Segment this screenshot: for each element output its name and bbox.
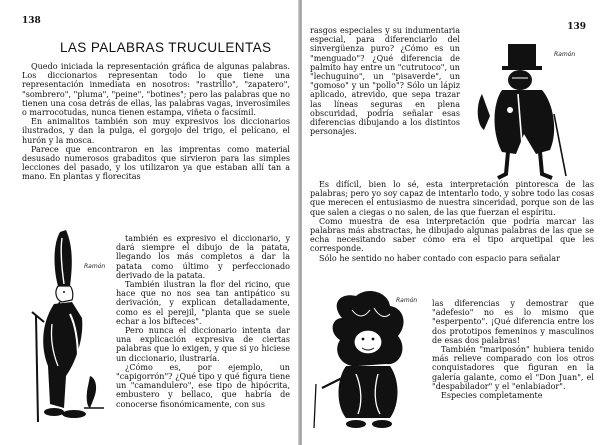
paragraph: Parece que encontraron en las imprentas como material desusado numerosos grabaditos que sirvieron para las simples lecciones del pasado, y los utilizaron ya que estaban allí tan a mano. En plantas y florecitas xyxy=(22,144,290,182)
illustration-capigorron xyxy=(24,226,116,426)
paragraph: Como muestra de esa interpretación que podría marcar las palabras más abstractas, he dibujado algunas palabras de las que se echa necesitando saber cómo era el tipo arquetipal que les corresponde. xyxy=(310,216,594,254)
paragraph: Quedo iniciada la representación gráfica de algunas palabras. Los diccionarios representan todo lo que tiene una representación inmediata en nosotros: "rastrillo", "zapatero", "sombrero", "pluma", "peine", "botines"; pero las palabras que no tienen una cosa detrás de ellas, las palabras vagas, inverosímiles o marrocotudas, nunca tienen estampa, viñeta o facsímil. xyxy=(22,62,290,118)
illustration-cutrutoco xyxy=(462,34,592,184)
paragraph: También "mariposón" hubiera tenido más relieve comparado con los otros conquistadores que figuran en la galería galante, como el "Don Juan", el "despabilador" y el "enlabiador". xyxy=(432,345,594,391)
illustration-adefesio xyxy=(312,288,430,438)
page-number-left: 138 xyxy=(22,16,41,26)
paragraph: Sólo he sentido no haber contado con espacio para señalar xyxy=(319,253,560,263)
illustration-signature: Ramón xyxy=(554,51,576,58)
paragraph: Pero nunca el diccionario intenta dar una explicación expresiva de ciertas palabras que lo exigen, y que si yo hiciese un diccionario, ilustraría. xyxy=(116,326,290,363)
paragraph: Es difícil, bien lo sé, esta interpretación pintoresca de las palabras; pero yo soy capaz de intentarlo todo, y sobre todo las cosas que merecen el entusiasmo de nuestra sinceridad, porque son de las que salen a ciegas o no salen, de las que fuerzan el espíritu. xyxy=(310,180,594,217)
paragraph: rasgos especiales y su indumentaria especial, para diferenciarlo del sinvergüenza puro? ¿Cómo es un "menguado"? ¿Qué diferencia de palmito hay entre un "cutrutoco", un "lechuguino", un "pisaverde", un "gomoso" y un "pollo"? Sólo un lápiz aplicado, atrevido, que sepa trazar las líneas seguras en plena obscuridad, podría señalar esas diferencias dibujando a los distintos personajes. xyxy=(310,26,460,137)
paragraph: También ilustran la flor del ricino, que hace que no nos sea tan antipático su derivación, y explican detalladamente, como es el perejil, "planta que se suele echar a los bifteces". xyxy=(116,280,290,326)
illustration-signature: Ramón xyxy=(396,297,418,304)
left-body-beside xyxy=(116,234,290,409)
paragraph: Especies completamente xyxy=(441,391,543,401)
left-body-full xyxy=(22,62,290,182)
chapter-title: LAS PALABRAS TRUCULENTAS xyxy=(60,40,272,55)
page-number-right: 139 xyxy=(567,22,586,32)
right-body-top xyxy=(310,26,460,136)
paragraph: En animalitos también son muy expresivos los diccionarios ilustrados, y dan la pulga, el gorgojo del trigo, el pelícano, el hurón y la mosca. xyxy=(22,117,290,145)
right-body-beside xyxy=(432,299,594,400)
paragraph: las diferencias y demostrar que "adefesio" no es lo mismo que "esperpento". ¡Qué diferencia entre los dos prototipos femeninos y masculinos de esas dos palabras! xyxy=(432,299,594,345)
right-body-full xyxy=(310,180,594,263)
paragraph: ¿Cómo es, por ejemplo, un "capigorrón"? ¿Qué tipo y qué figura tiene un "camandulero", ese tipo de hipócrita, embustero y bellaco, que habría de conocerse fisonómicamente, con sus xyxy=(116,362,290,409)
right-page xyxy=(302,0,600,445)
paragraph: también es expresivo el diccionario, y dará siempre el dibujo de la patata, llegando los más completos a dar la patata como último y perfeccionado derivado de la patata. xyxy=(116,234,290,280)
illustration-signature: Ramón xyxy=(84,263,106,270)
